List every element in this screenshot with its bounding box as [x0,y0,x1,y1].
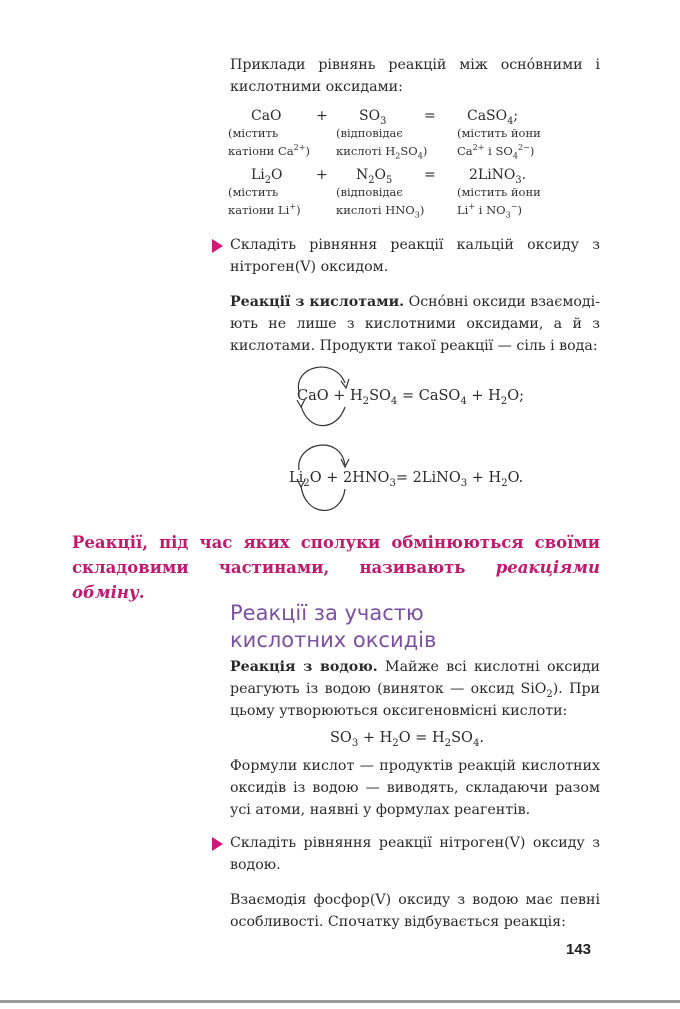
eq1-note-b: (відповідає кислоті $H_2SO_4$) [336,126,428,161]
eq1-reactant-a: CaO [251,108,282,124]
page-number: 143 [566,941,592,958]
eq1-plus: + [316,108,328,124]
task-arrow-icon [212,837,223,851]
water-paragraph: Реакція з водою. Майже всі кислотні оксиди реагують із водою (виняток — оксид SiO$_2$). При цьому утворюються оксигеновмісні кислоти: [230,659,600,719]
bottom-rule [0,1000,680,1003]
eq1-equals: = [424,108,436,124]
eq1-note-c: (містить йони $Ca^{2+}$ і $SO_4^{2-}$) [457,126,541,161]
eq2-plus: + [316,167,328,183]
definition-exchange-reaction: Реакції, під час яких сполуки обмінюються своїми складовими частинами, називають реакціями обміну. [72,533,600,602]
eq2-reactant-a: $Li_2O$ [251,167,283,186]
exchange-arrows-icon [285,355,365,525]
eq1-product: CaSO$_4$; [467,108,519,127]
exchange-equation-2: $Li_2O + 2HNO_3=$ 2LiNO$_3$ + $H_2O$. [289,470,524,489]
eq2-note-b: (відповідає кислоті $HNO_3$) [336,185,425,220]
acids-paragraph: Реакції з кислотами. Оснóвні оксиди взаємодіють не лише з кислотними оксидами, а й з кислотами. Продукти такої реакції — сіль і вода: [230,294,600,354]
water-equation: $SO_3 + H_2O = H_2SO_4$. [330,730,484,749]
section-title: Реакції за участю кислотних оксидів [230,601,437,652]
eq2-note-a: (містить катіони Li+) [228,185,301,217]
eq2-reactant-b: $N_2O_5$ [356,167,393,186]
exchange-equation-1: CaO + $H_2SO_4$ = CaSO$_4$ + $H_2O$; [297,388,525,407]
eq1-note-a: (містить катіони $Ca^{2+}$) [228,126,311,158]
formula-paragraph: Формули кислот — продуктів реакцій кислотних оксидів із водою — виводять, складаючи разом усі атоми, наявні у формулах реагентів. [230,758,600,818]
phosphorus-paragraph: Взаємодія фосфор(V) оксиду з водою має певні особливості. Спочатку відбувається реакція: [230,892,600,930]
task-2: Складіть рівняння реакції нітроген(V) оксиду з водою. [230,835,600,873]
eq1-reactant-b: $SO_3$ [359,108,387,127]
task-arrow-icon [212,239,223,253]
eq2-note-c: (містить йони Li+ і $NO_3^-$) [457,185,541,220]
task-1: Складіть рівняння реакції кальцій оксиду з нітроген(V) оксидом. [230,237,600,275]
intro-text: Приклади рівнянь реакцій між оснóвними і кислотними оксидами: [230,57,600,95]
eq2-product: 2LiNO$_3$. [469,167,527,186]
eq2-equals: = [424,167,436,183]
